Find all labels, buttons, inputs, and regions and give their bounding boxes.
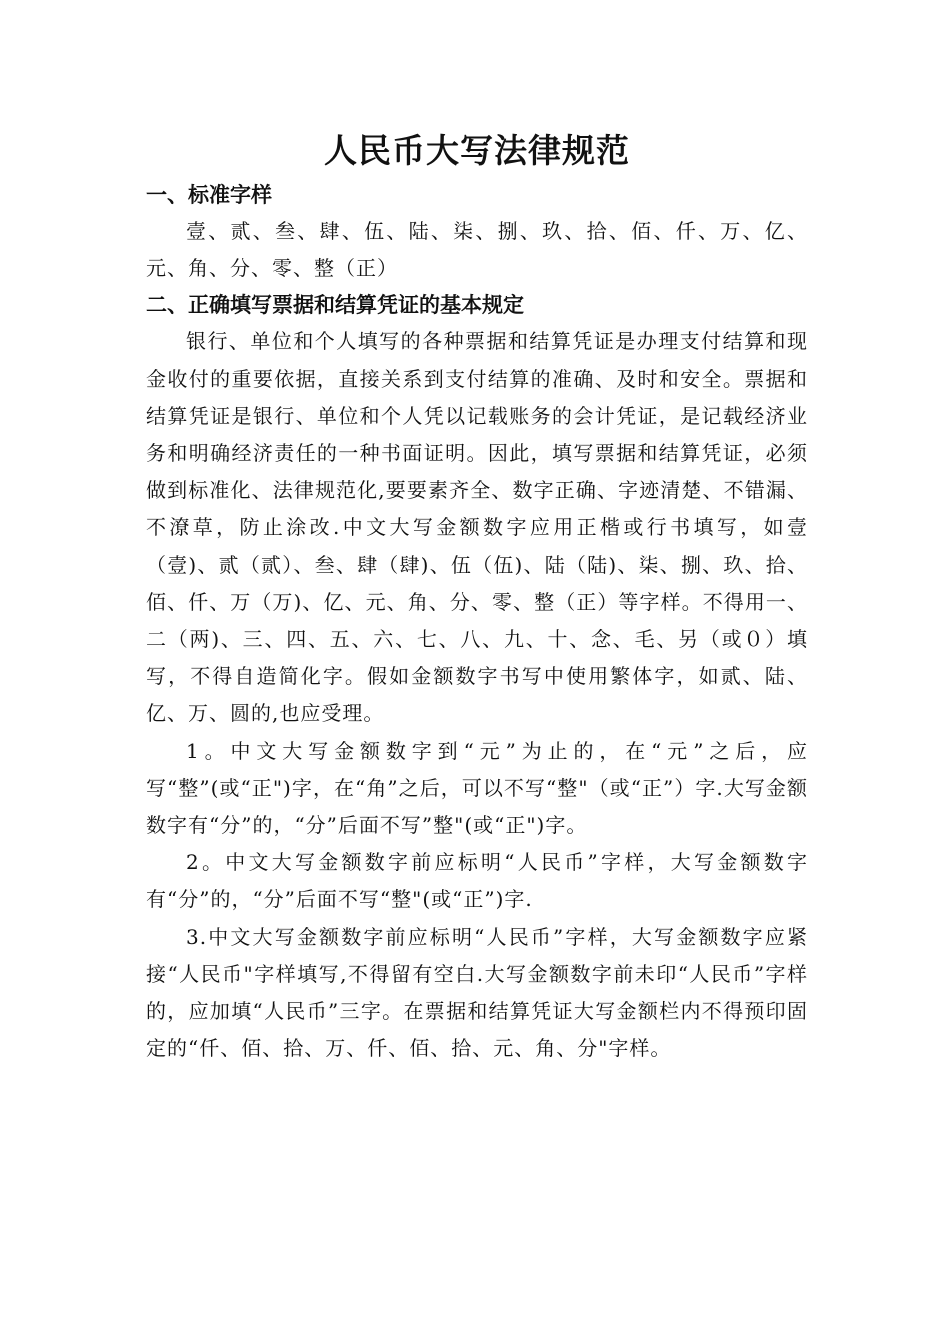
paragraph: 壹、贰、叁、肆、伍、陆、柒、捌、玖、拾、佰、仟、万、亿、元、角、分、零、整（正） (146, 219, 808, 281)
paragraph: 银行、单位和个人填写的各种票据和结算凭证是办理支付结算和现金收付的重要依据，直接关系到支付结算的准确、及时和安全。票据和结算凭证是银行、单位和个人凭以记载账务的会计凭证，是记载经济业务和明确经济责任的一种书面证明。因此，填写票据和结算凭证，必须做到标准化、法律规范化,要要素齐全、数字正确、字迹清楚、不错漏、不潦草，防止涂改.中文大写金额数字应用正楷或行书填写，如壹（壹)、贰（贰）、叁、肆（肆)、伍（伍)、陆（陆)、柒、捌、玖、拾、佰、仟、万（万)、亿、元、角、分、零、整（正）等字样。不得用一、二（两)、三、四、五、六、七、八、九、十、念、毛、另（或０）填写，不得自造简化字。假如金额数字书写中使用繁体字，如贰、陆、亿、万、圆的,也应受理。 (146, 329, 808, 726)
document-page (146, 125, 808, 1067)
section-standard-characters (146, 177, 808, 287)
numbered-rule-1: 1。中文大写金额数字到“元”为止的，在“元”之后，应写“整”(或“正")字，在“角”之后，可以不写“整"（或“正”）字.大写金额数字有“分”的，“分”后面不写”整"(或“正")字。 (146, 738, 808, 838)
section-basic-rules (146, 287, 808, 1067)
section-heading: 一、标准字样 (146, 183, 272, 207)
document-title: 人民币大写法律规范 (324, 131, 630, 170)
numbered-rule-2: 2。中文大写金额数字前应标明“人民币”字样，大写金额数字有“分”的，“分”后面不写“整"(或“正”)字. (146, 850, 808, 912)
section-heading: 二、正确填写票据和结算凭证的基本规定 (146, 293, 524, 318)
numbered-rule-3: 3.中文大写金额数字前应标明“人民币”字样，大写金额数字应紧接“人民币"字样填写,不得留有空白.大写金额数字前未印“人民币”字样的，应加填“人民币”三字。在票据和结算凭证大写金额栏内不得预印固定的“仟、佰、拾、万、仟、佰、拾、元、角、分"字样。 (146, 924, 808, 1061)
